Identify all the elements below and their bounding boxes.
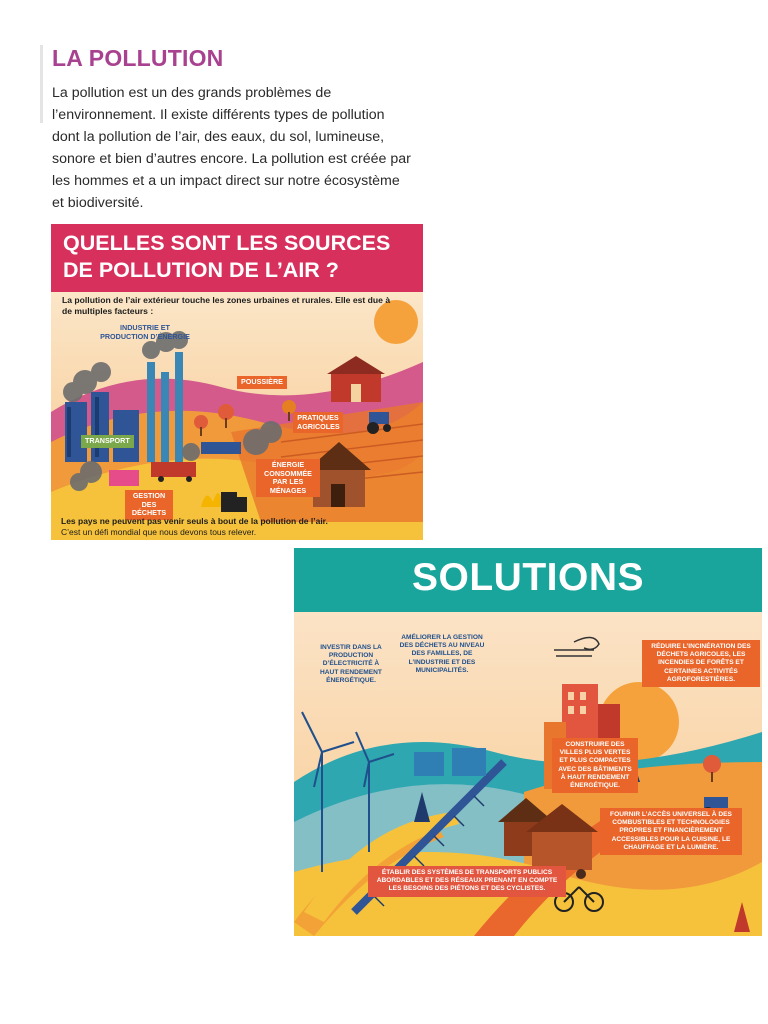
label-waste: GESTION DES DÉCHETS <box>125 490 173 520</box>
sources-title <box>63 230 390 284</box>
solution-transport: ÉTABLIR DES SYSTÈMES DE TRANSPORTS PUBLICS ABORDABLES ET DES RÉSEAUX PRENANT EN COMPTE LES BESOINS DES PIÉTONS ET DES CYCLISTES. <box>368 866 566 897</box>
label-agriculture: PRATIQUES AGRICOLES <box>293 412 343 433</box>
solution-cities: CONSTRUIRE DES VILLES PLUS VERTES ET PLUS COMPACTES AVEC DES BÂTIMENTS À HAUT RENDEMENT ÉNERGÉTIQUE. <box>552 738 638 793</box>
sources-title-line2: DE POLLUTION DE L’AIR ? <box>63 258 339 282</box>
label-dust: POUSSIÈRE <box>237 376 287 389</box>
cyclist-icon <box>576 869 586 879</box>
side-rule <box>40 45 43 123</box>
solution-electricity: INVESTIR DANS LA PRODUCTION D’ÉLECTRICITÉ À HAUT RENDEMENT ÉNERGÉTIQUE. <box>320 644 382 684</box>
solutions-title: SOLUTIONS <box>411 556 644 599</box>
label-household-energy: ÉNERGIE CONSOMMÉE PAR LES MÉNAGES <box>256 459 320 497</box>
sources-footer-normal: C’est un défi mondial que nous devons tous relever. <box>61 526 257 537</box>
label-industry: INDUSTRIE ET PRODUCTION D’ÉNERGIE <box>100 323 190 341</box>
solution-clean-fuels: FOURNIR L’ACCÈS UNIVERSEL À DES COMBUSTIBLES ET TECHNOLOGIES PROPRES ET FINANCIÈREMENT ACCESSIBLES POUR LA CUISINE, LE CHAUFFAGE ET LA LUMIÈRE. <box>600 808 742 855</box>
intro-paragraph: La pollution est un des grands problèmes de l’environnement. Il existe différents types de pollution dont la pollution de l’air, des eaux, du sol, lumineuse, sonore et bien d’autres encore. La pollution est créée par les hommes et a un impact direct sur notre écosystème et biodiversité. <box>52 85 411 211</box>
air-pollution-sources-infographic <box>51 224 423 540</box>
label-transport: TRANSPORT <box>81 435 134 448</box>
sources-title-line1: QUELLES SONT LES SOURCES <box>63 231 391 255</box>
sources-footer <box>61 516 421 537</box>
solutions-infographic <box>294 548 762 936</box>
sources-footer-bold: Les pays ne peuvent pas venir seuls à bout de la pollution de l’air. <box>61 516 328 526</box>
solution-incineration: RÉDUIRE L’INCINÉRATION DES DÉCHETS AGRICOLES, LES INCENDIES DE FORÊTS ET CERTAINES ACTIVITÉS AGROFORESTIÈRES. <box>642 640 760 687</box>
solutions-banner <box>294 548 762 612</box>
sources-lead: La pollution de l’air extérieur touche les zones urbaines et rurales. Elle est due à de multiples facteurs : <box>62 295 391 316</box>
page-title: LA POLLUTION <box>52 45 224 71</box>
solution-waste: AMÉLIORER LA GESTION DES DÉCHETS AU NIVEAU DES FAMILLES, DE L’INDUSTRIE ET DES MUNICIPALITÉS. <box>399 634 485 674</box>
sources-banner <box>51 224 423 292</box>
